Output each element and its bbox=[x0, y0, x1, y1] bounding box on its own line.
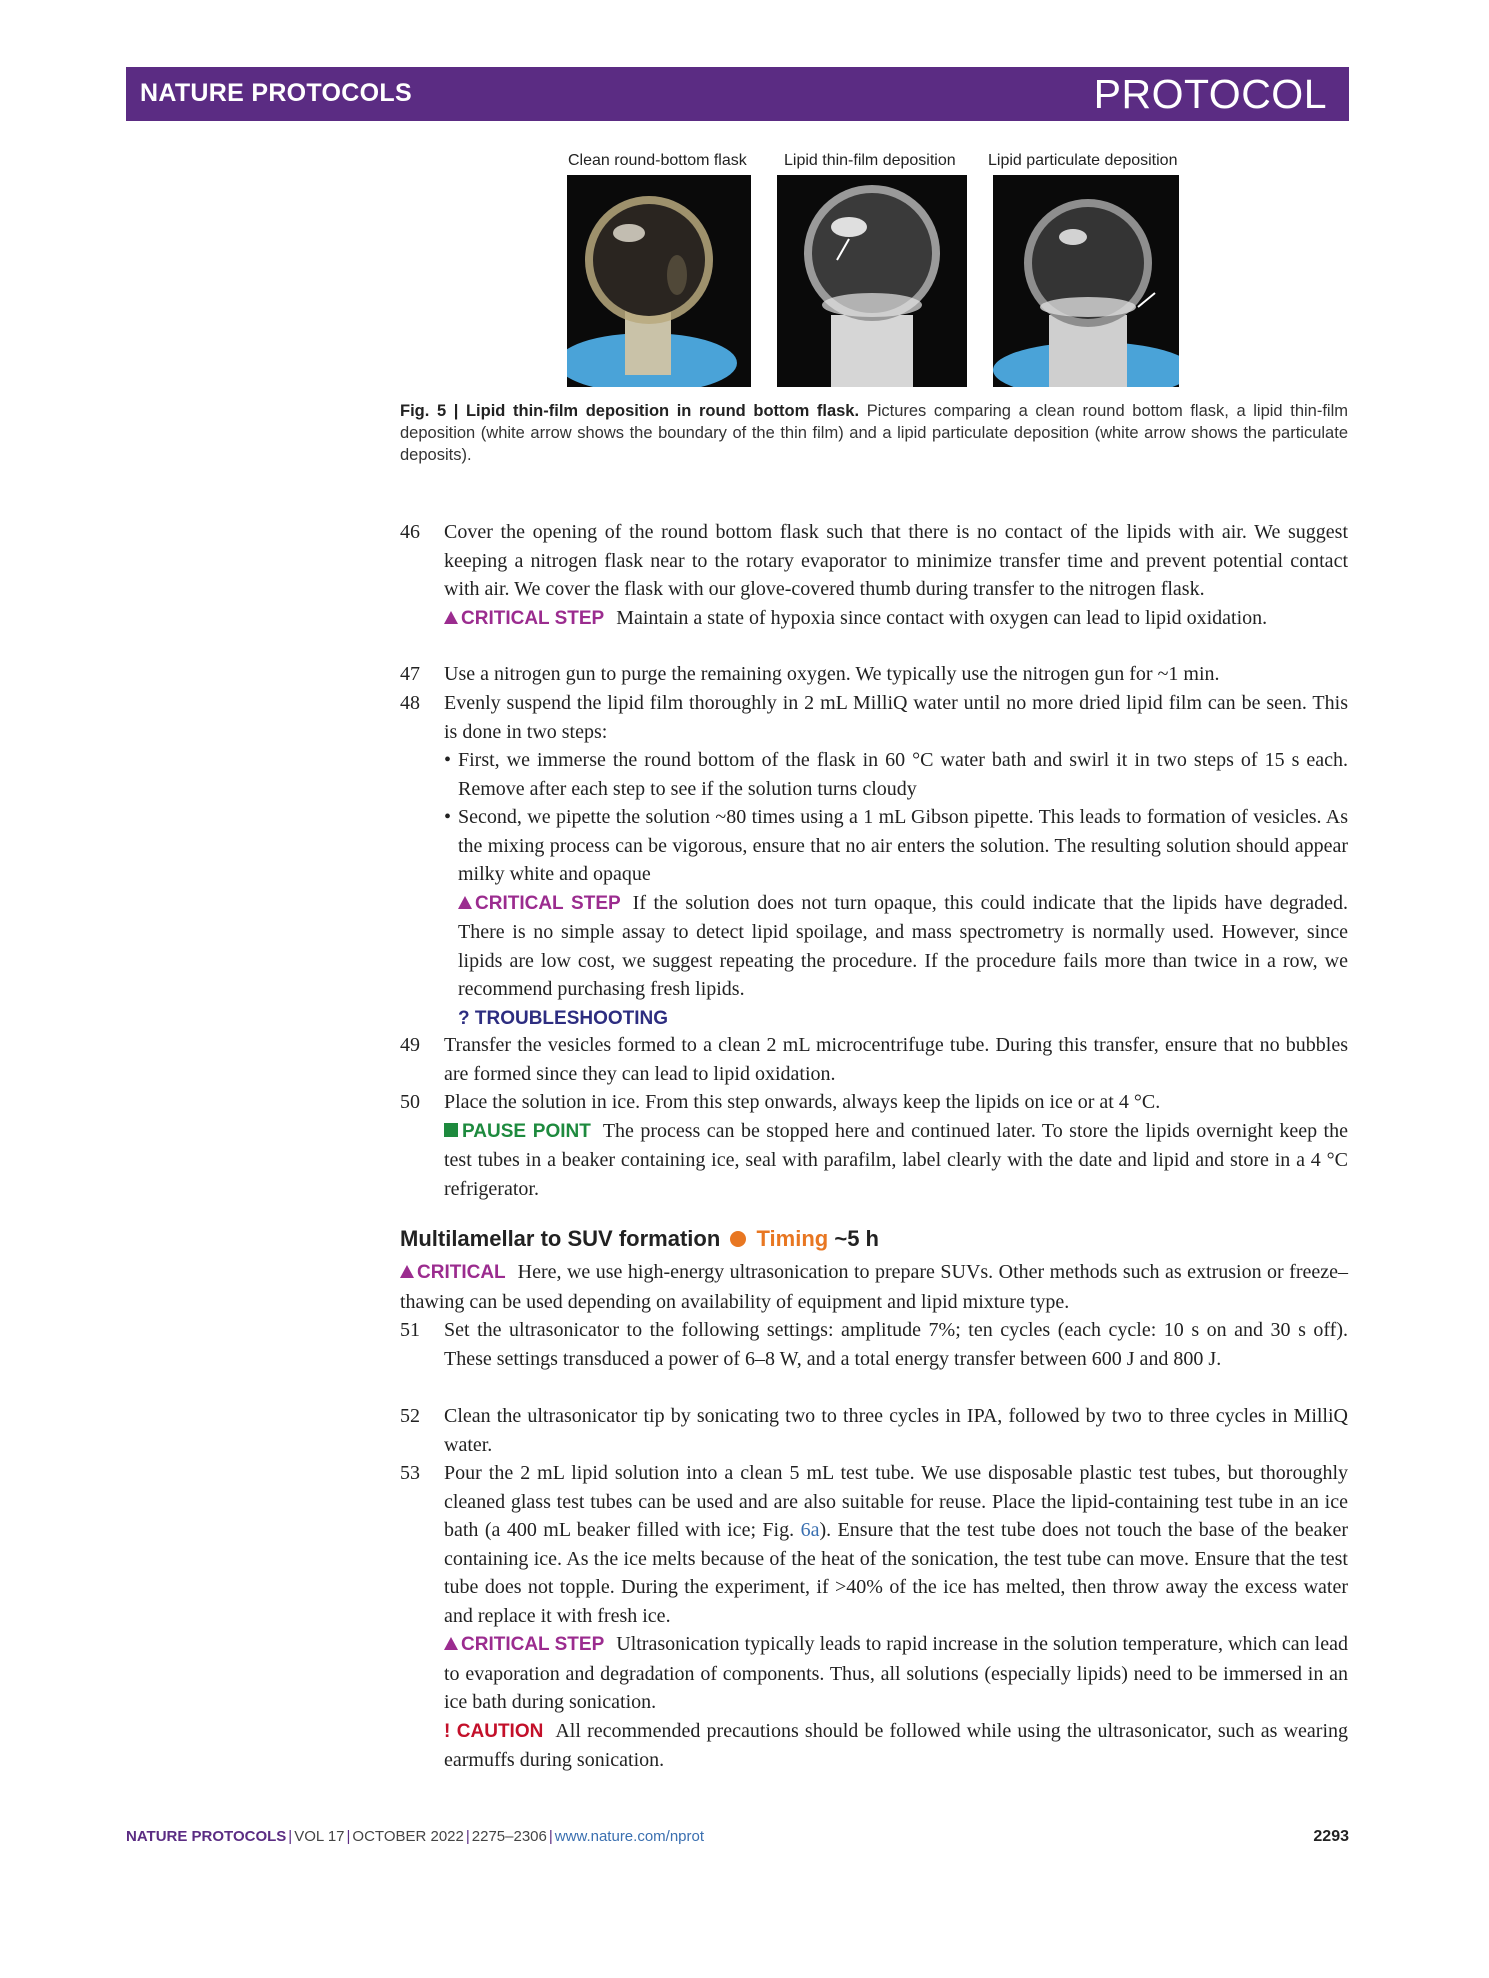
step-number: 46 bbox=[400, 521, 420, 543]
caption-text: Pictures comparing a clean round bottom flask, a lipid thin-film deposition (white arrow shows the boundary of the thin film) and a lipid particulate deposition (white arrow shows the particulate deposits). bbox=[400, 402, 1348, 464]
step-text: Pour the 2 mL lipid solution into a clean 5 mL test tube. We use disposable plastic test tubes, but thoroughly cleaned glass test tubes can be used and are also suitable for reuse. Place the lipid-containing test tube in an ice bath (a 400 mL beaker filled with ice; Fig. 6a). Ensure that the test tube does not touch the base of the beaker containing ice. As the ice melts because of the heat of the sonication, the test tube can move. Ensure that the test tube does not topple. During the experiment, if >40% of the ice has melted, then throw away the excess water and replace it with fresh ice. bbox=[444, 1462, 1348, 1627]
step-text: Place the solution in ice. From this step onwards, always keep the lipids on ice or at 4 °C. bbox=[444, 1091, 1161, 1113]
footer-volume: VOL 17 bbox=[294, 1828, 345, 1845]
panel-label-particulate: Lipid particulate deposition bbox=[988, 152, 1178, 169]
critical-text: Here, we use high-energy ultrasonication to prepare SUVs. Other methods such as extrusion or freeze–thawing can be used depending on availability of equipment and lipid mixture type. bbox=[400, 1261, 1348, 1313]
section-heading bbox=[400, 1226, 879, 1252]
photo-clean-flask bbox=[567, 175, 751, 387]
header-bar bbox=[126, 67, 1349, 121]
step-50 bbox=[400, 1088, 1348, 1203]
step-number: 50 bbox=[400, 1091, 420, 1113]
step-46 bbox=[400, 518, 1348, 633]
step-text: Clean the ultrasonicator tip by sonicating two to three cycles in IPA, followed by two to three cycles in MilliQ water. bbox=[444, 1405, 1348, 1456]
section-title: Multilamellar to SUV formation bbox=[400, 1226, 721, 1251]
critical-step bbox=[444, 889, 1348, 1004]
pause-point-text: The process can be stopped here and continued later. To store the lipids overnight keep the test tubes in a beaker containing ice, seal with parafilm, label clearly with the date and lipid and store in a 4 °C refrigerator. bbox=[444, 1119, 1348, 1200]
step-53 bbox=[400, 1459, 1348, 1775]
critical-label: CRITICAL bbox=[400, 1262, 506, 1283]
timing-dot-icon bbox=[730, 1231, 746, 1247]
caution-text: All recommended precautions should be followed while using the ultrasonicator, such as wearing earmuffs during sonication. bbox=[444, 1719, 1349, 1771]
page-footer: NATURE PROTOCOLS | VOL 17 | OCTOBER 2022 | 2275–2306 | www.nature.com/nprot 2293 bbox=[126, 1828, 1349, 1845]
panel-label-clean: Clean round-bottom flask bbox=[568, 152, 747, 169]
photo-thin-film-flask bbox=[777, 175, 967, 387]
step-text: Use a nitrogen gun to purge the remaining oxygen. We typically use the nitrogen gun for ~1 min. bbox=[444, 663, 1220, 685]
page-number: 2293 bbox=[1313, 1828, 1349, 1845]
step-text: Transfer the vesicles formed to a clean 2 mL microcentrifuge tube. During this transfer, ensure that no bubbles are formed since they can lead to lipid oxidation. bbox=[444, 1034, 1348, 1085]
timing-value: ~5 h bbox=[834, 1226, 879, 1251]
footer-journal: NATURE PROTOCOLS bbox=[126, 1828, 287, 1845]
figure-caption bbox=[400, 400, 1348, 466]
triangle-icon bbox=[444, 1637, 458, 1650]
triangle-icon bbox=[458, 896, 472, 909]
critical-step-text: Maintain a state of hypoxia since contact with oxygen can lead to lipid oxidation. bbox=[616, 606, 1268, 629]
triangle-icon bbox=[444, 611, 458, 624]
section-critical-note bbox=[400, 1258, 1348, 1316]
step-number: 52 bbox=[400, 1405, 420, 1427]
list-item: • First, we immerse the round bottom of the flask in 60 °C water bath and swirl it in two steps of 15 s each. Remove after each step to see if the solution turns cloudy bbox=[444, 749, 1348, 800]
square-icon bbox=[444, 1123, 458, 1137]
step-48 bbox=[400, 689, 1348, 1033]
step-text: Set the ultrasonicator to the following settings: amplitude 7%; ten cycles (each cycle: 10 s on and 30 s off). These settings transduced a power of 6–8 W, and a total energy transfer between 600 J and 800 J. bbox=[444, 1319, 1348, 1370]
step-51 bbox=[400, 1316, 1348, 1373]
step-49 bbox=[400, 1031, 1348, 1088]
step-text: Evenly suspend the lipid film thoroughly in 2 mL MilliQ water until no more dried lipid film can be seen. This is done in two steps: bbox=[444, 692, 1348, 743]
step-number: 48 bbox=[400, 692, 420, 714]
step-47 bbox=[400, 660, 1348, 689]
figure-link[interactable]: 6a bbox=[800, 1519, 820, 1541]
step-number: 49 bbox=[400, 1034, 420, 1056]
panel-label-thin-film: Lipid thin-film deposition bbox=[784, 152, 956, 169]
list-item: • Second, we pipette the solution ~80 times using a 1 mL Gibson pipette. This leads to formation of vesicles. As the mixing process can be vigorous, ensure that no air enters the solution. The resulting solution should appear milky white and opaque bbox=[444, 806, 1348, 885]
step-number: 47 bbox=[400, 663, 420, 685]
step-number: 51 bbox=[400, 1319, 420, 1341]
photo-particulate-flask bbox=[993, 175, 1179, 387]
triangle-icon bbox=[400, 1265, 414, 1278]
critical-step-label: CRITICAL STEP bbox=[444, 608, 604, 629]
caution-label: ! CAUTION bbox=[444, 1720, 544, 1742]
timing-label: Timing bbox=[756, 1226, 829, 1251]
critical-step-text: If the solution does not turn opaque, this could indicate that the lipids have degraded. There is no simple assay to detect lipid spoilage, and mass spectrometry is normally used. However, since lipids are low cost, we suggest repeating the procedure. If the procedure fails more than twice in a row, we recommend purchasing fresh lipids. bbox=[458, 891, 1348, 1000]
step-number: 53 bbox=[400, 1462, 420, 1484]
step-text: Cover the opening of the round bottom flask such that there is no contact of the lipids with air. We suggest keeping a nitrogen flask near to the rotary evaporator to minimize transfer time and prevent potential contact with air. We cover the flask with our glove-covered thumb during transfer to the nitrogen flask. bbox=[444, 521, 1348, 600]
footer-pages: 2275–2306 bbox=[471, 1828, 547, 1845]
troubleshooting-link[interactable]: ? TROUBLESHOOTING bbox=[458, 1007, 669, 1029]
journal-name: NATURE PROTOCOLS bbox=[140, 79, 412, 107]
pause-point-label: PAUSE POINT bbox=[444, 1121, 591, 1142]
critical-step-label: CRITICAL STEP bbox=[444, 1634, 604, 1655]
article-type: PROTOCOL bbox=[1093, 71, 1327, 117]
caption-title: Fig. 5 | Lipid thin-film deposition in round bottom flask. bbox=[400, 402, 860, 420]
footer-url-link[interactable]: www.nature.com/nprot bbox=[554, 1828, 705, 1845]
critical-step-label: CRITICAL STEP bbox=[458, 893, 621, 914]
critical-step-text: Ultrasonication typically leads to rapid increase in the solution temperature, which can lead to evaporation and degradation of components. Thus, all solutions (especially lipids) need to be immersed in an ice bath during sonication. bbox=[444, 1633, 1348, 1713]
step-52 bbox=[400, 1402, 1348, 1459]
footer-date: OCTOBER 2022 bbox=[352, 1828, 464, 1845]
